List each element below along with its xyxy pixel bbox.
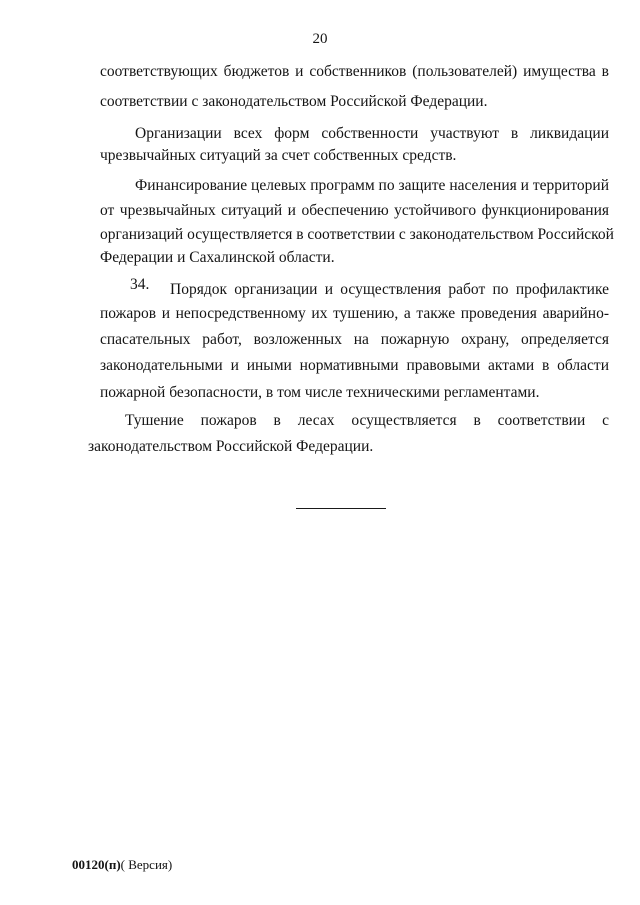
paragraph-1-line-1: соответствующих бюджетов и собственников (пользователей) имущества в: [100, 63, 609, 80]
paragraph-5-line-1: Тушение пожаров в лесах осуществляется в соответствии с: [125, 412, 609, 429]
paragraph-5-line-2: законодательством Российской Федерации.: [88, 438, 374, 455]
item-34-line-4: законодательными и иными нормативными правовыми актами в области: [100, 357, 609, 374]
item-34-line-1: Порядок организации и осуществления работ по профилактике: [170, 281, 609, 298]
paragraph-2-line-1: Организации всех форм собственности участвуют в ликвидации: [135, 125, 609, 142]
paragraph-1-line-2: соответствии с законодательством Российской Федерации.: [100, 93, 488, 110]
item-34-line-2: пожаров и непосредственному их тушению, а также проведения аварийно-: [100, 305, 609, 322]
item-number: 34.: [130, 276, 150, 293]
paragraph-3-line-1: Финансирование целевых программ по защите населения и территорий: [135, 177, 609, 194]
item-34-line-3: спасательных работ, возложенных на пожарную охрану, определяется: [100, 331, 609, 348]
paragraph-3-line-2: от чрезвычайных ситуаций и обеспечению устойчивого функционирования: [100, 202, 609, 219]
document-version: ( Версия): [120, 857, 173, 872]
document-footer: [72, 857, 172, 873]
item-34-line-5: пожарной безопасности, в том числе техническими регламентами.: [100, 384, 540, 401]
closing-separator-line: [296, 508, 386, 509]
paragraph-3-line-3: организаций осуществляется в соответствии с законодательством Российской: [100, 226, 614, 243]
paragraph-3-line-4: Федерации и Сахалинской области.: [100, 249, 335, 266]
document-code: 00120(п): [72, 857, 121, 872]
page-number: 20: [312, 31, 328, 47]
paragraph-2-line-2: чрезвычайных ситуаций за счет собственных средств.: [100, 147, 457, 164]
